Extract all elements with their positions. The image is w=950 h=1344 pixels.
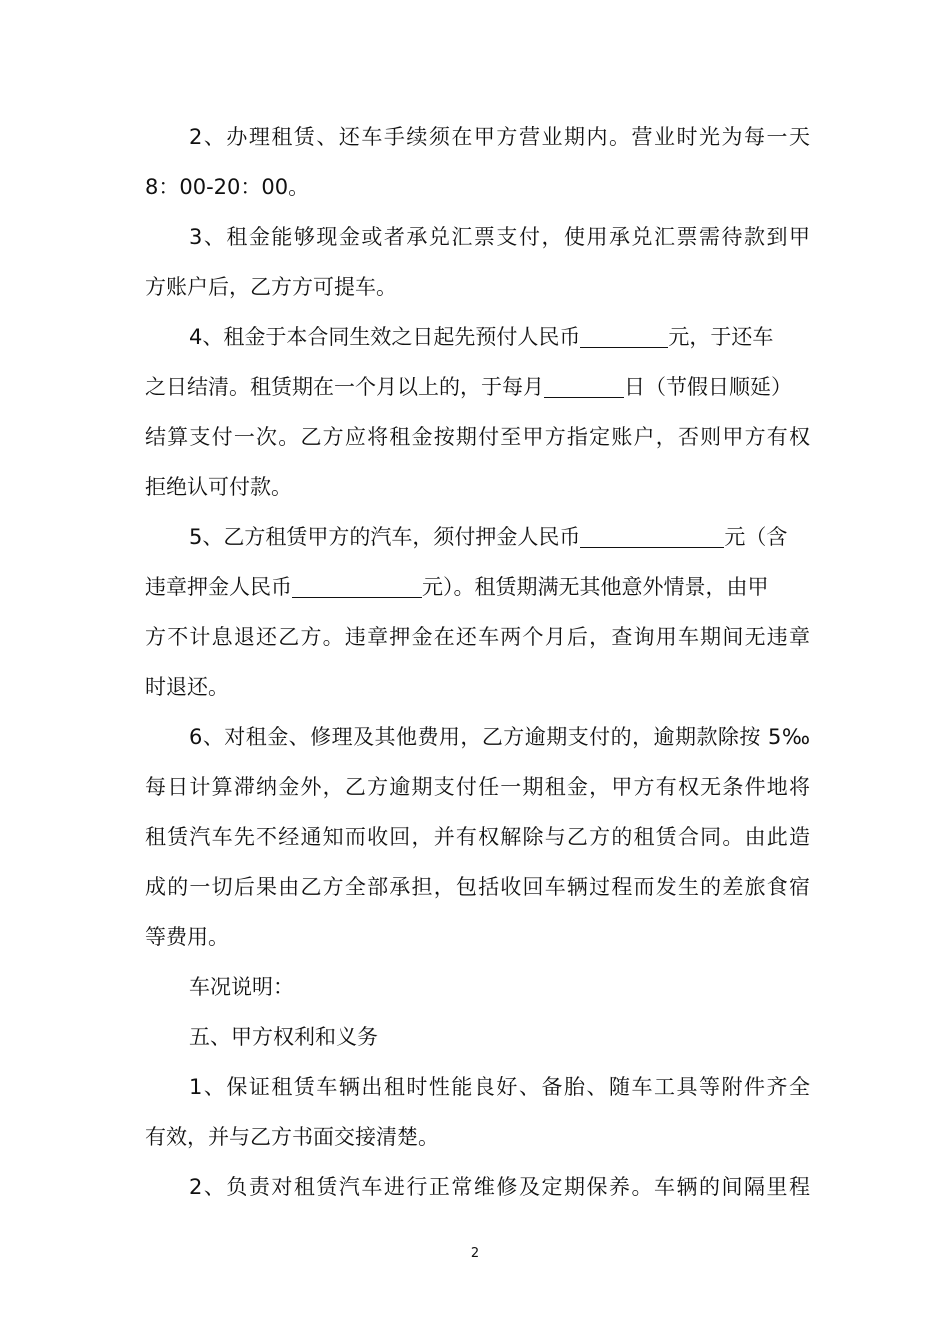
paragraph-line: 拒绝认可付款。: [145, 475, 292, 499]
paragraph-line: 2、办理租赁、还车手续须在甲方营业期内。营业时光为每一天: [189, 125, 810, 149]
paragraph-line: 时退还。: [145, 675, 229, 699]
amount-blank[interactable]: [580, 325, 668, 348]
line-text: 之日结清。租赁期在一个月以上的，于每月: [145, 375, 544, 399]
paragraph-line: 成的一切后果由乙方全部承担，包括收回车辆过程而发生的差旅食宿: [145, 875, 810, 899]
paragraph-line: [145, 572, 810, 602]
paragraph-line: 等费用。: [145, 925, 229, 949]
day-blank[interactable]: [544, 375, 624, 398]
paragraph-line: [189, 322, 810, 352]
line-text: 元（含: [724, 525, 788, 549]
paragraph-line: 车况说明：: [189, 975, 294, 999]
paragraph-line: 2、负责对租赁汽车进行正常维修及定期保养。车辆的间隔里程: [189, 1175, 810, 1199]
paragraph-line: 有效，并与乙方书面交接清楚。: [145, 1125, 439, 1149]
line-text: 元）。租赁期满无其他意外情景，由甲: [422, 575, 769, 599]
paragraph-line: 租赁汽车先不经通知而收回，并有权解除与乙方的租赁合同。由此造: [145, 825, 810, 849]
page-number: 2: [470, 1246, 480, 1261]
line-text: 日（节假日顺延）: [624, 375, 792, 399]
paragraph-line: [145, 372, 810, 402]
paragraph-line: 每日计算滞纳金外，乙方逾期支付任一期租金，甲方有权无条件地将: [145, 775, 810, 799]
paragraph-line: 8：00-20：00。: [145, 175, 310, 199]
line-text: 元，于还车: [668, 325, 774, 349]
violation-deposit-blank[interactable]: [292, 575, 422, 598]
paragraph-line: 方不计息退还乙方。违章押金在还车两个月后，查询用车期间无违章: [145, 625, 810, 649]
paragraph-line: 3、租金能够现金或者承兑汇票支付，使用承兑汇票需待款到甲: [189, 225, 810, 249]
line-text: 4、租金于本合同生效之日起先预付人民币: [189, 325, 581, 349]
paragraph-line: 6、对租金、修理及其他费用，乙方逾期支付的，逾期款除按 5‰: [189, 725, 810, 749]
section-heading: 五、甲方权利和义务: [189, 1025, 378, 1049]
line-text: 5、乙方租赁甲方的汽车，须付押金人民币: [189, 525, 581, 549]
paragraph-line: 方账户后，乙方方可提车。: [145, 275, 397, 299]
paragraph-line: 结算支付一次。乙方应将租金按期付至甲方指定账户，否则甲方有权: [145, 425, 810, 449]
paragraph-line: [189, 522, 810, 552]
line-text: 违章押金人民币: [145, 575, 292, 599]
deposit-blank[interactable]: [580, 525, 724, 548]
paragraph-line: 1、保证租赁车辆出租时性能良好、备胎、随车工具等附件齐全: [189, 1075, 810, 1099]
